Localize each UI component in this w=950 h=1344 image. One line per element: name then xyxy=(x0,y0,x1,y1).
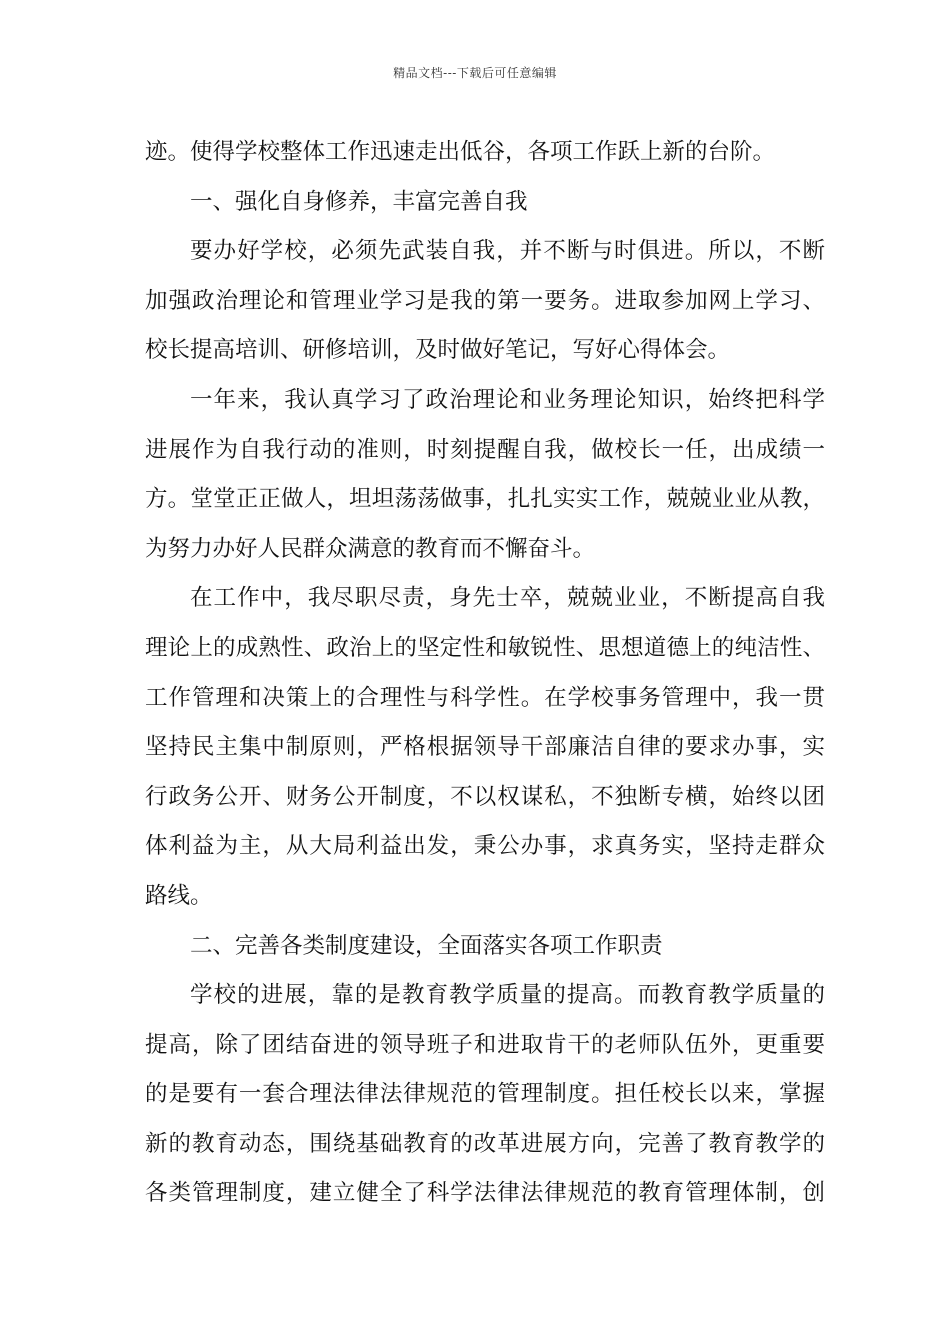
text-line: 提高，除了团结奋进的领导班子和进取肯干的老师队伍外，更重要 xyxy=(145,1031,825,1058)
text-line: 理论上的成熟性、政治上的坚定性和敏锐性、思想道德上的纯洁性、 xyxy=(145,634,825,661)
text-line: 各类管理制度，建立健全了科学法律法律规范的教育管理体制，创 xyxy=(145,1180,825,1207)
text-line: 体利益为主，从大局利益出发，秉公办事，求真务实，坚持走群众 xyxy=(145,833,825,860)
text-line: 迹。使得学校整体工作迅速走出低谷，各项工作跃上新的台阶。 xyxy=(145,139,776,165)
page-header: 精品文档---下载后可任意编辑 xyxy=(393,66,557,80)
text-line: 行政务公开、财务公开制度，不以权谋私，不独断专横，始终以团 xyxy=(145,783,825,810)
text-line: 方。堂堂正正做人，坦坦荡荡做事，扎扎实实工作，兢兢业业从教， xyxy=(145,486,825,513)
text-line: 新的教育动态，围绕基础教育的改革进展方向，完善了教育教学的 xyxy=(145,1130,825,1157)
text-line: 学校的进展，靠的是教育教学质量的提高。而教育教学质量的 xyxy=(190,982,825,1009)
text-line: 要办好学校，必须先武装自我，并不断与时俱进。所以，不断 xyxy=(190,238,825,265)
text-line: 的是要有一套合理法律法律规范的管理制度。担任校长以来，掌握 xyxy=(145,1081,825,1108)
text-line: 为努力办好人民群众满意的教育而不懈奋斗。 xyxy=(145,535,596,562)
section-heading: 一、强化自身修养，丰富完善自我 xyxy=(190,188,528,215)
text-line: 路线。 xyxy=(145,882,213,909)
text-line: 进展作为自我行动的准则，时刻提醒自我，做校长一任，出成绩一 xyxy=(145,436,825,463)
text-line: 坚持民主集中制原则，严格根据领导干部廉洁自律的要求办事，实 xyxy=(145,734,825,761)
text-line: 一年来，我认真学习了政治理论和业务理论知识，始终把科学 xyxy=(190,386,825,413)
section-heading: 二、完善各类制度建设，全面落实各项工作职责 xyxy=(190,932,663,959)
text-line: 工作管理和决策上的合理性与科学性。在学校事务管理中，我一贯 xyxy=(145,684,825,711)
document-body xyxy=(145,128,825,1219)
text-line: 校长提高培训、研修培训，及时做好笔记，写好心得体会。 xyxy=(145,337,731,364)
text-line: 在工作中，我尽职尽责，身先士卒，兢兢业业，不断提高自我 xyxy=(190,585,825,612)
text-line: 加强政治理论和管理业学习是我的第一要务。进取参加网上学习、 xyxy=(145,287,825,314)
